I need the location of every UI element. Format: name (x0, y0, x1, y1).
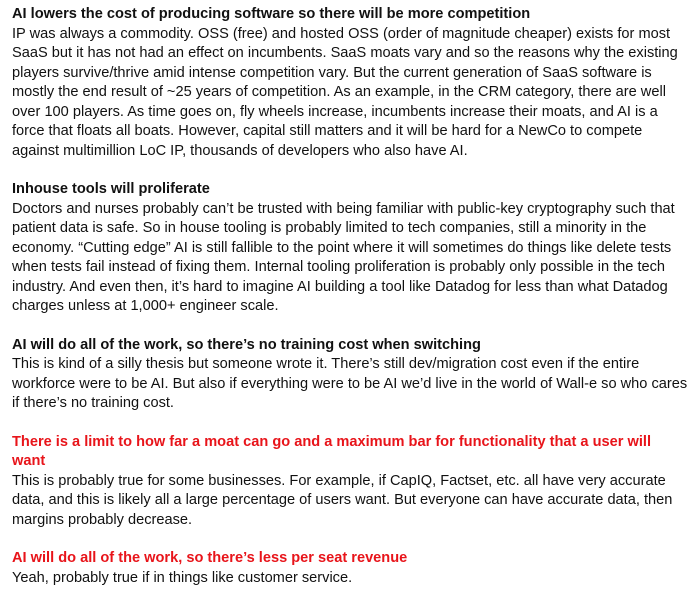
section-body: This is probably true for some businesses. For example, if CapIQ, Factset, etc. all have very accurate data, and this is likely all a large percentage of users want. But everyone can have accurate data, then margins probably decrease. (12, 472, 673, 528)
section-training-cost (12, 336, 688, 414)
section-heading-highlighted: AI will do all of the work, so there’s less per seat revenue (12, 550, 408, 566)
section-body: This is kind of a silly thesis but someone wrote it. There’s still dev/migration cost even if the entire workforce were to be AI. But also if everything were to be AI we’d live in the world of Wall-e so who cares if there’s no training cost. (12, 356, 688, 411)
section-body: IP was always a commodity. OSS (free) and hosted OSS (order of magnitude cheaper) exists for most SaaS but it has not had an effect on incumbents. SaaS moats vary and so the reasons why the existing players survive/thrive amid intense competition vary. But the current generation of SaaS software is mostly the end result of ~25 years of competition. As an example, in the CRM category, there are well over 100 players. As time goes on, fly wheels increase, incumbents increase their moats, and AI is a force that floats all boats. However, capital still matters and it will be hard for a NewCo to compete against multimillion LoC IP, thousands of developers who also have AI. (12, 25, 678, 159)
section-heading: AI will do all of the work, so there’s no training cost when switching (12, 336, 481, 353)
section-competition (12, 5, 688, 161)
section-inhouse-tools (12, 180, 688, 317)
section-heading: Inhouse tools will proliferate (12, 181, 210, 197)
section-heading-highlighted: There is a limit to how far a moat can go and a maximum bar for functionality that a user will want (12, 433, 652, 469)
section-per-seat-revenue (12, 549, 688, 588)
section-moat-limit (12, 433, 688, 531)
section-body: Doctors and nurses probably can’t be trusted with being familiar with public-key cryptography such that patient data is safe. So in house tooling is probably limited to tech companies, still a minority in the economy. “Cutting edge” AI is still fallible to the point where it will sometimes do things like delete tests when tests fail instead of fixing them. Internal tooling proliferation is probably only possible in the tech industry. And even then, it’s hard to imagine AI building a tool like Datadog for less than what Datadog charges unless at 1,000+ engineer scale. (12, 200, 675, 314)
section-body: Yeah, probably true if in things like customer service. (12, 569, 353, 586)
section-heading: AI lowers the cost of producing software so there will be more competition (12, 6, 531, 22)
